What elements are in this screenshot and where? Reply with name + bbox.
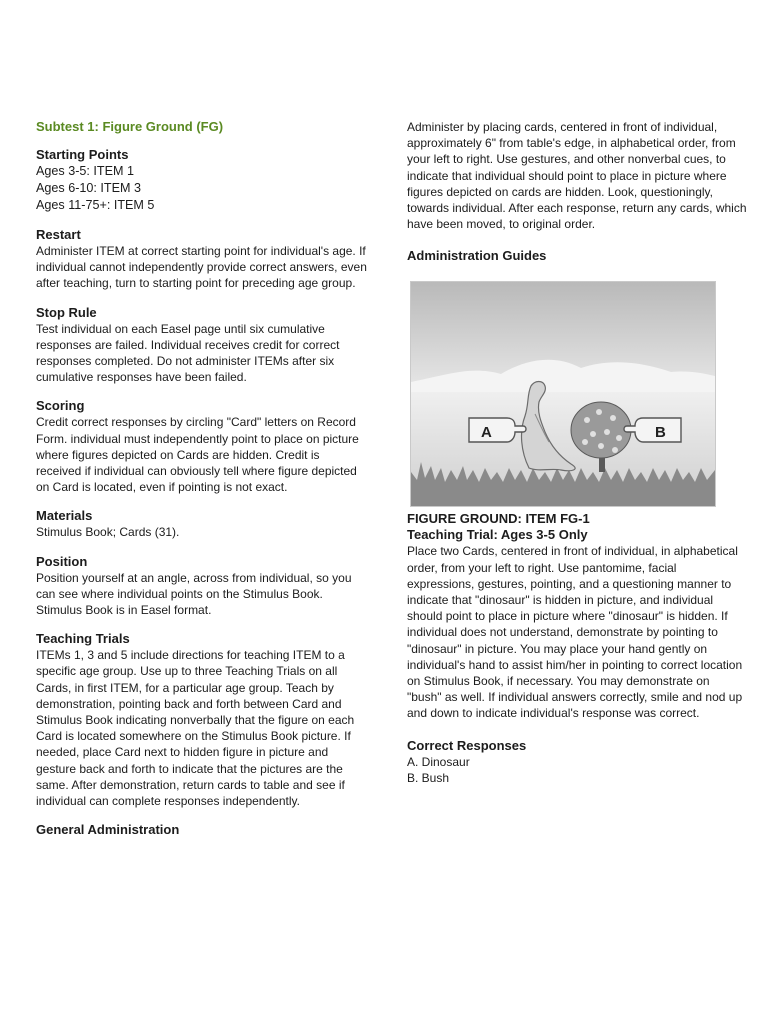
starting-point-line: Ages 11-75+: ITEM 5 bbox=[36, 198, 155, 212]
general-administration-heading: General Administration bbox=[36, 822, 180, 838]
correct-responses-heading: Correct Responses bbox=[407, 737, 527, 753]
materials-section bbox=[36, 508, 368, 540]
position-heading: Position bbox=[36, 553, 88, 569]
teaching-trials-heading: Teaching Trials bbox=[36, 631, 130, 647]
general-administration-text: Administer by placing cards, centered in front of individual, approximately 6" from table's edge, in alphabetical order, from your left to right. Use gestures, and other nonverbal cues, to indicate that individual should point to place in picture where figures depicted on cards are hidden. Look, questioningly, towards individual. After each response, return any cards, which have been moved, to original order. bbox=[407, 120, 747, 232]
stop-rule-section bbox=[36, 305, 368, 386]
administration-guides-heading: Administration Guides bbox=[407, 248, 547, 264]
starting-points-heading: Starting Points bbox=[36, 147, 129, 162]
starting-point-line: Ages 6-10: ITEM 3 bbox=[36, 181, 141, 195]
card-a-label: A bbox=[481, 424, 492, 442]
stop-rule-heading: Stop Rule bbox=[36, 304, 97, 320]
restart-text: Administer ITEM at correct starting point for individual's age. If individual cannot independently provide correct answers, even after teaching, turn to starting point for preceding age group. bbox=[36, 244, 367, 291]
scoring-text: Credit correct responses by circling "Card" letters on Record Form. individual must independently point to place on picture where figures depicted on Cards are hidden. Credit is received if individual can obviously tell where figure depicted on Card is located, even if pointing is not exact. bbox=[36, 415, 359, 495]
subtest-title: Subtest 1: Figure Ground (FG) bbox=[36, 119, 224, 134]
position-section bbox=[36, 554, 368, 619]
restart-heading: Restart bbox=[36, 227, 81, 242]
materials-text: Stimulus Book; Cards (31). bbox=[36, 525, 180, 540]
figure-ground-illustration bbox=[411, 282, 715, 506]
starting-points-section bbox=[36, 147, 368, 214]
card-b-label: B bbox=[655, 424, 666, 442]
left-column bbox=[36, 119, 368, 838]
teaching-trials-text: ITEMs 1, 3 and 5 include directions for teaching ITEM to a specific age group. Use up to three Teaching Trials on all Cards, in first ITEM, for a particular age group. Teach by demonstration, pointing back and forth between Card and Stimulus Book indicating nonverbally that the figure on each Card is located somewhere on the Stimulus Book picture. If needed, place Card next to hidden figure in picture and gesture back and forth to indicate that the pictures are the same. After demonstration, return cards to table and see if individual can complete responses independently. bbox=[36, 648, 355, 809]
position-text: Position yourself at an angle, across from individual, so you can see where individual points on the Stimulus Book. Stimulus Book is in Easel format. bbox=[36, 570, 352, 618]
correct-response-item: A. Dinosaur bbox=[407, 754, 470, 769]
item-title: FIGURE GROUND: ITEM FG-1 bbox=[407, 511, 590, 527]
correct-response-item: B. Bush bbox=[407, 771, 450, 786]
item-subtitle: Teaching Trial: Ages 3-5 Only bbox=[407, 527, 588, 543]
right-column bbox=[407, 119, 747, 787]
restart-section bbox=[36, 227, 368, 292]
stop-rule-text: Test individual on each Easel page until six cumulative responses are failed. Individual receives credit for correct responses completed. Do not administer ITEMs after six cumulative responses have been failed. bbox=[36, 321, 340, 385]
scoring-heading: Scoring bbox=[36, 398, 85, 414]
item-text: Place two Cards, centered in front of individual, in alphabetical order, from your left to right. Use pantomime, facial expressions, gestures, pointing, and a questioning manner to indicate that "dinosaur" is hidden in picture, and individual should point to place in picture where "dinosaur" is hidden. If individual does not understand, demonstrate by pointing to "dinosaur" in picture. You may place your hand gently on individual's hand to assist him/her in pointing to correct location on Stimulus Book, if necessary. You may demonstrate on "bush" as well. If individual answers correctly, smile and nod up and down to indicate individual's response was correct. bbox=[407, 544, 743, 721]
scoring-section bbox=[36, 398, 368, 495]
stimulus-figure bbox=[410, 281, 716, 507]
teaching-trials-section bbox=[36, 631, 368, 809]
materials-heading: Materials bbox=[36, 508, 93, 524]
starting-point-line: Ages 3-5: ITEM 1 bbox=[36, 164, 134, 178]
